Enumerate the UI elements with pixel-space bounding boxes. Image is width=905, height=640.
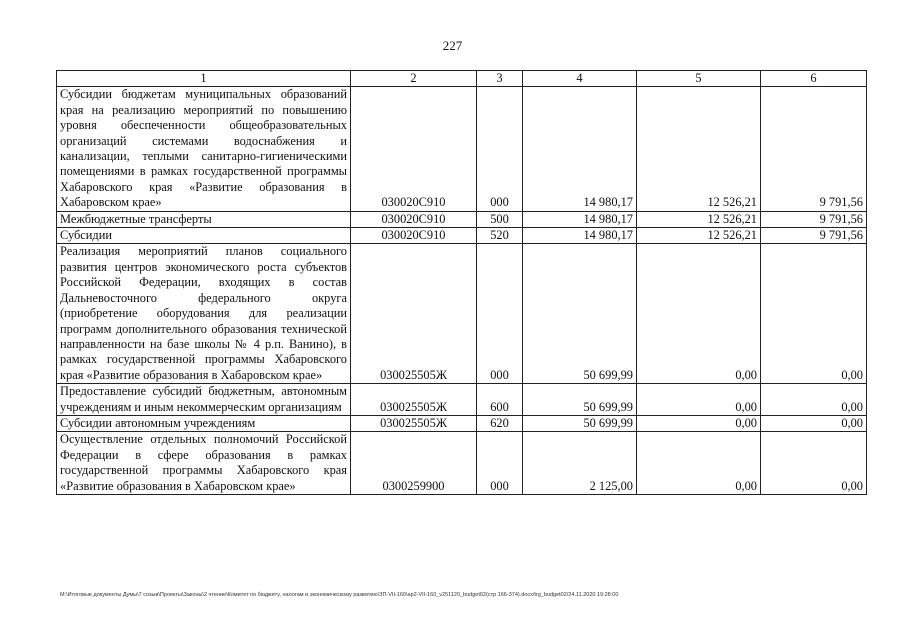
column-header: 4 [523, 71, 637, 87]
row-name-cell: Реализация мероприятий планов социального развития центров экономического роста субъектов Российской Федерации, входящих в состав Дальневосточного федерального округа (приобретение оборудования для реализации программ дополнительного образования технической направленности на базе школы № 4 р.п. Ванино), в рамках государственной программы Хабаровского края «Развитие образования в Хабаровском крае» [57, 244, 351, 384]
amount-2022-cell: 0,00 [637, 244, 761, 384]
page-number: 227 [442, 38, 463, 53]
column-header: 5 [637, 71, 761, 87]
row-name-cell: Межбюджетные трансферты [57, 211, 351, 227]
amount-2022-cell: 0,00 [637, 432, 761, 495]
amount-2023-cell: 0,00 [761, 384, 867, 416]
amount-2021-cell: 14 980,17 [523, 87, 637, 211]
amount-2023-cell: 9 791,56 [761, 211, 867, 227]
amount-2023-cell: 0,00 [761, 244, 867, 384]
target-article-cell: 030025505Ж [351, 384, 477, 416]
row-name-cell: Осуществление отдельных полномочий Российской Федерации в сфере образования в рамках государственной программы Хабаровского края «Развитие образования в Хабаровском крае» [57, 432, 351, 495]
table-row [57, 228, 867, 244]
expense-type-cell: 520 [477, 228, 523, 244]
amount-2023-cell: 0,00 [761, 415, 867, 431]
amount-2022-cell: 0,00 [637, 415, 761, 431]
amount-2023-cell: 9 791,56 [761, 87, 867, 211]
target-article-cell: 030025505Ж [351, 244, 477, 384]
table-row [57, 384, 867, 416]
table-header-row [57, 71, 867, 87]
amount-2023-cell: 9 791,56 [761, 228, 867, 244]
amount-2023-cell: 0,00 [761, 432, 867, 495]
expense-type-cell: 500 [477, 211, 523, 227]
budget-table [56, 70, 867, 495]
amount-2021-cell: 50 699,99 [523, 384, 637, 416]
table-row [57, 211, 867, 227]
amount-2022-cell: 0,00 [637, 384, 761, 416]
document-footer-path: M:\Итоговые документы Думы\7 созыв\Проекты\Законы\2 чтение\Комитет по бюджету, налогам и экономическому развитию\ЗП-VII-160\ap2-VII-160_v251120_budget02(стр 166-374).docx/trg_budget02/24.11.2020 19:28:00 [60, 592, 619, 598]
target-article-cell: 030020С910 [351, 228, 477, 244]
row-name-cell: Субсидии бюджетам муниципальных образований края на реализацию мероприятий по повышению уровня обеспеченности общеобразовательных организаций системами водоснабжения и канализации, теплыми санитарно-гигиеническими помещениями в рамках государственной программы Хабаровского края «Развитие образования в Хабаровском крае» [57, 87, 351, 211]
column-header: 2 [351, 71, 477, 87]
row-name-cell: Субсидии [57, 228, 351, 244]
amount-2022-cell: 12 526,21 [637, 228, 761, 244]
amount-2021-cell: 14 980,17 [523, 211, 637, 227]
row-name-cell: Субсидии автономным учреждениям [57, 415, 351, 431]
amount-2022-cell: 12 526,21 [637, 87, 761, 211]
column-header: 1 [57, 71, 351, 87]
table-row [57, 415, 867, 431]
amount-2021-cell: 50 699,99 [523, 415, 637, 431]
amount-2021-cell: 50 699,99 [523, 244, 637, 384]
amount-2022-cell: 12 526,21 [637, 211, 761, 227]
table-row [57, 87, 867, 211]
expense-type-cell: 000 [477, 87, 523, 211]
target-article-cell: 0300259900 [351, 432, 477, 495]
column-header: 6 [761, 71, 867, 87]
expense-type-cell: 000 [477, 432, 523, 495]
expense-type-cell: 600 [477, 384, 523, 416]
row-name-cell: Предоставление субсидий бюджетным, автономным учреждениям и иным некоммерческим организациям [57, 384, 351, 416]
expense-type-cell: 620 [477, 415, 523, 431]
column-header: 3 [477, 71, 523, 87]
target-article-cell: 030020С910 [351, 87, 477, 211]
target-article-cell: 030025505Ж [351, 415, 477, 431]
amount-2021-cell: 2 125,00 [523, 432, 637, 495]
target-article-cell: 030020С910 [351, 211, 477, 227]
table-row [57, 432, 867, 495]
expense-type-cell: 000 [477, 244, 523, 384]
table-row [57, 244, 867, 384]
amount-2021-cell: 14 980,17 [523, 228, 637, 244]
